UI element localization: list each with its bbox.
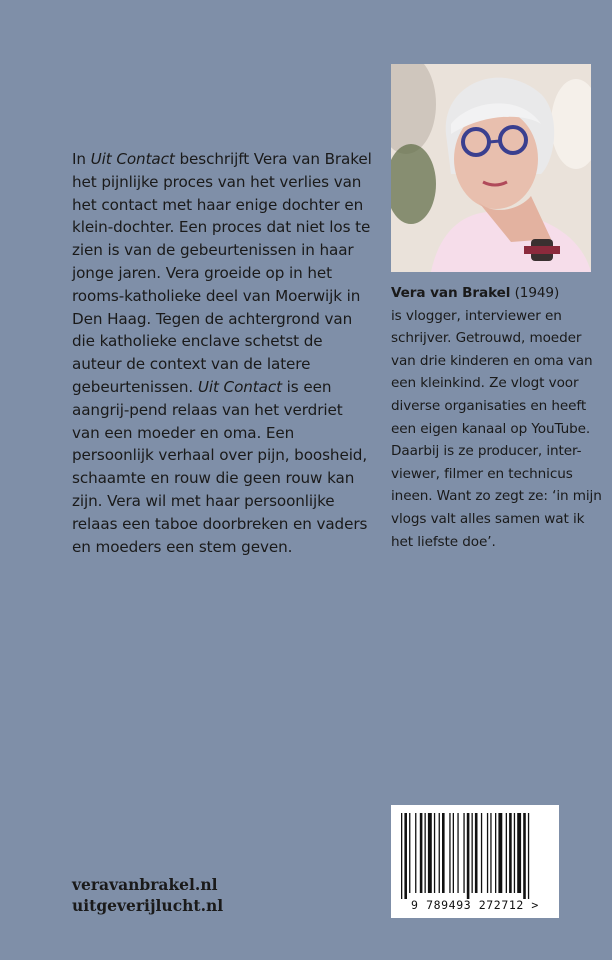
barcode-bar bbox=[509, 813, 512, 893]
blurb-text-3: is een aangrij-pend relaas van het verdriet van een moeder en oma. Een persoonlijk verhaal over pijn, boosheid, schaamte en rouw die geen rouw kan zijn. Vera wil met haar persoonlijke relaas een taboe doorbreken en vaders en moeders een stem geven. bbox=[72, 377, 368, 556]
barcode-bar bbox=[517, 813, 521, 893]
barcode-bar bbox=[472, 813, 473, 893]
barcode-bar bbox=[404, 813, 407, 899]
author-name: Vera van Brakel bbox=[391, 285, 511, 301]
author-website-link[interactable]: veravanbrakel.nl bbox=[72, 875, 218, 894]
barcode-bar bbox=[415, 813, 416, 893]
barcode-bar bbox=[439, 813, 440, 893]
barcode-bar bbox=[409, 813, 410, 893]
barcode-bar bbox=[434, 813, 435, 893]
author-portrait-illustration bbox=[391, 64, 591, 272]
barcode-bar bbox=[420, 813, 423, 893]
barcode-bar bbox=[467, 813, 470, 899]
author-bio-text: is vlogger, interviewer en schrijver. Getrouwd, moeder van drie kinderen en oma van een kleinkind. Ze vlogt voor diverse organisaties en heeft een eigen kanaal op YouTube. Daarbij is ze producer, inter-viewer, filmer en technicus ineen. Want zo zegt ze: ‘in mijn vlogs valt alles samen wat ik het liefste doe’. bbox=[391, 307, 602, 550]
barcode-bar bbox=[498, 813, 502, 893]
barcode-bar bbox=[442, 813, 445, 893]
barcode-bar bbox=[514, 813, 515, 893]
barcode-bar bbox=[401, 813, 402, 899]
author-birth-year: (1949) bbox=[514, 285, 560, 301]
barcode-bar bbox=[487, 813, 488, 893]
blurb-text-2: beschrijft Vera van Brakel het pijnlijke proces van het verlies van het contact met haar enige dochter en klein-dochter. Een proces dat niet los te zien is van de gebeurtenissen in haar jonge jaren. Vera groeide op in het rooms-katholieke deel van Moerwijk in Den Haag. Tegen de achtergrond van die katholieke enclave schetst de auteur de context van de latere gebeurtenissen. bbox=[72, 150, 372, 396]
book-title-italic-2: Uit Contact bbox=[197, 377, 282, 396]
publisher-website-link[interactable]: uitgeverijlucht.nl bbox=[72, 896, 224, 915]
back-cover-blurb bbox=[72, 148, 372, 558]
website-links bbox=[72, 874, 223, 916]
barcode-bar bbox=[506, 813, 507, 893]
blurb-text-1: In bbox=[72, 150, 91, 168]
barcode-bar bbox=[453, 813, 454, 893]
barcode-bar bbox=[457, 813, 458, 893]
barcode-bar bbox=[425, 813, 426, 893]
author-bio bbox=[391, 282, 603, 553]
book-title-italic: Uit Contact bbox=[90, 150, 175, 168]
isbn-barcode bbox=[391, 805, 559, 918]
barcode-bar bbox=[528, 813, 529, 899]
author-photo bbox=[391, 64, 591, 272]
barcode-bar bbox=[495, 813, 496, 893]
barcode-bar bbox=[428, 813, 432, 893]
barcode-bar bbox=[449, 813, 450, 893]
barcode-bar bbox=[463, 813, 464, 893]
barcode-bar bbox=[481, 813, 482, 893]
barcode-bar bbox=[490, 813, 491, 893]
barcode-bar bbox=[475, 813, 478, 893]
barcode-bar bbox=[523, 813, 526, 899]
isbn-number: 9 789493 272712 > bbox=[411, 898, 539, 912]
